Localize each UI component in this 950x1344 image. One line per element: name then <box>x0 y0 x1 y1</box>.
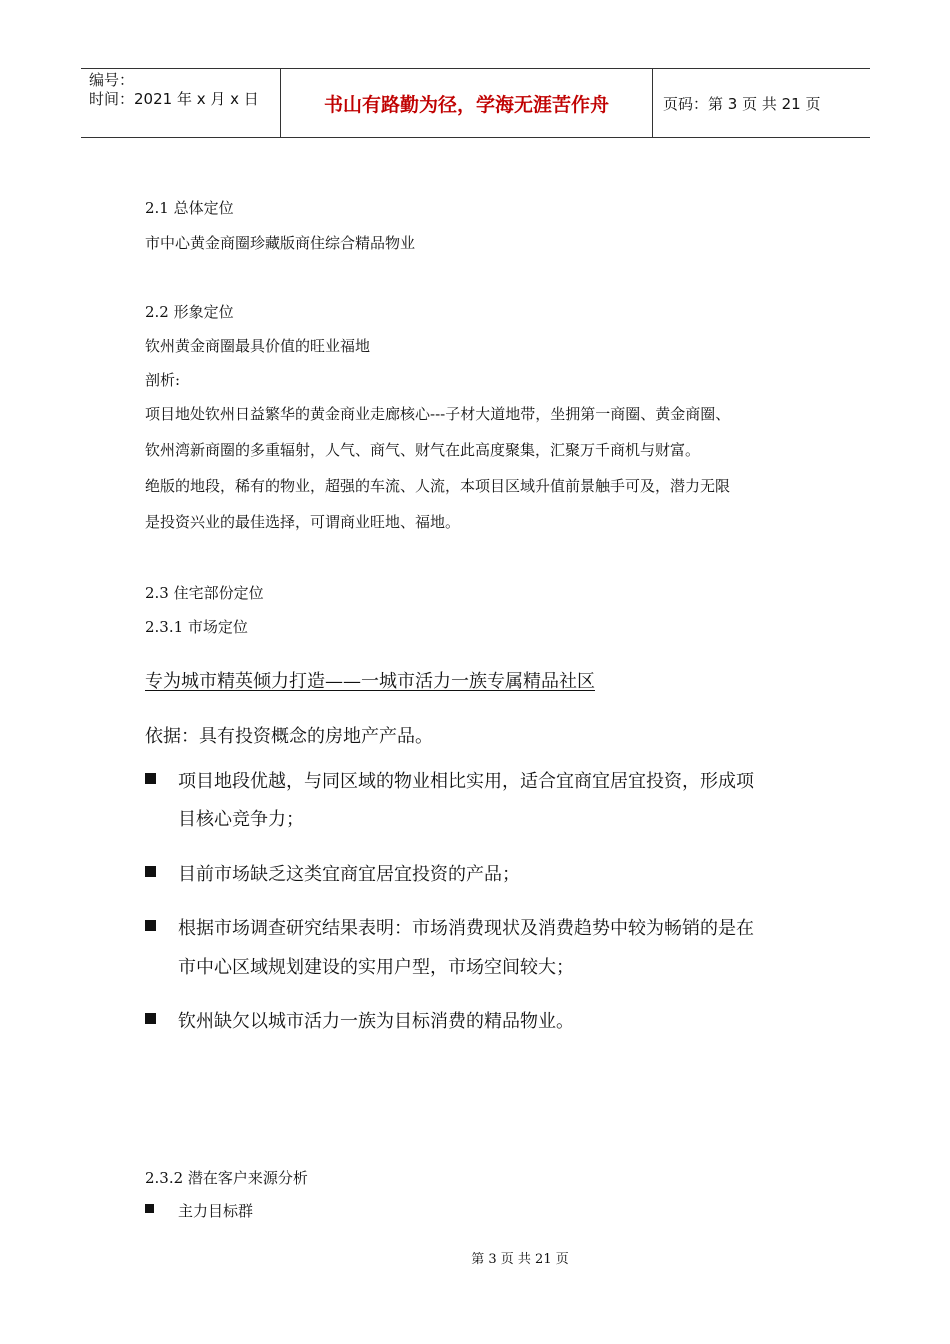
section-2-2-text: 钦州黄金商圈最具价值的旺业福地 <box>145 337 371 355</box>
time-label: 时间：2021 年 x 月 x 日 <box>89 90 259 108</box>
analysis-label: 剖析: <box>145 371 181 389</box>
bullet-square-icon <box>145 920 156 931</box>
section-2-3-2-title: 2.3.2 潜在客户来源分析 <box>145 1169 308 1187</box>
section-2-3-1-title: 2.3.1 市场定位 <box>145 618 248 636</box>
bullet-4: 钦州缺欠以城市活力一族为目标消费的精品物业。 <box>178 1011 574 1032</box>
header-page-info: 页码：第 3 页 共 21 页 <box>663 94 821 113</box>
page-footer: 第 3 页 共 21 页 <box>471 1252 569 1267</box>
paragraph-1-line-2: 钦州湾新商圈的多重辐射，人气、商气、财气在此高度聚集，汇聚万千商机与财富。 <box>145 441 701 459</box>
bullet-1-line-2: 目核心竞争力； <box>178 809 304 830</box>
header-motto: 书山有路勤为径，学海无涯苦作舟 <box>281 69 653 137</box>
bullet-5: 主力目标群 <box>178 1202 254 1220</box>
section-2-2-title: 2.2 形象定位 <box>145 303 234 321</box>
bullet-2: 目前市场缺乏这类宜商宜居宜投资的产品； <box>178 864 520 885</box>
document-header <box>81 68 870 138</box>
bullet-3-line-2: 市中心区域规划建设的实用户型，市场空间较大； <box>178 957 574 978</box>
bullet-square-icon <box>145 773 156 784</box>
section-2-3-title: 2.3 住宅部份定位 <box>145 584 264 602</box>
header-meta <box>81 69 281 137</box>
section-2-1-text: 市中心黄金商圈珍藏版商住综合精品物业 <box>145 234 416 252</box>
bullet-square-icon <box>145 1013 156 1024</box>
section-2-1-title: 2.1 总体定位 <box>145 199 234 217</box>
paragraph-2-line-1: 绝版的地段，稀有的物业，超强的车流、人流，本项目区域升值前景触手可及，潜力无限 <box>145 477 731 495</box>
basis-text: 依据：具有投资概念的房地产产品。 <box>145 726 433 747</box>
number-label: 编号： <box>89 71 135 89</box>
bullet-square-icon <box>145 866 156 877</box>
positioning-slogan: 专为城市精英倾力打造——一城市活力一族专属精品社区 <box>145 671 595 692</box>
paragraph-2-line-2: 是投资兴业的最佳选择，可谓商业旺地、福地。 <box>145 513 461 531</box>
bullet-3-line-1: 根据市场调查研究结果表明：市场消费现状及消费趋势中较为畅销的是在 <box>178 918 754 939</box>
bullet-1-line-1: 项目地段优越，与同区域的物业相比实用，适合宜商宜居宜投资，形成项 <box>178 771 754 792</box>
bullet-square-icon <box>145 1204 154 1213</box>
paragraph-1-line-1: 项目地处钦州日益繁华的黄金商业走廊核心---子材大道地带，坐拥第一商圈、黄金商圈、 <box>145 405 731 423</box>
